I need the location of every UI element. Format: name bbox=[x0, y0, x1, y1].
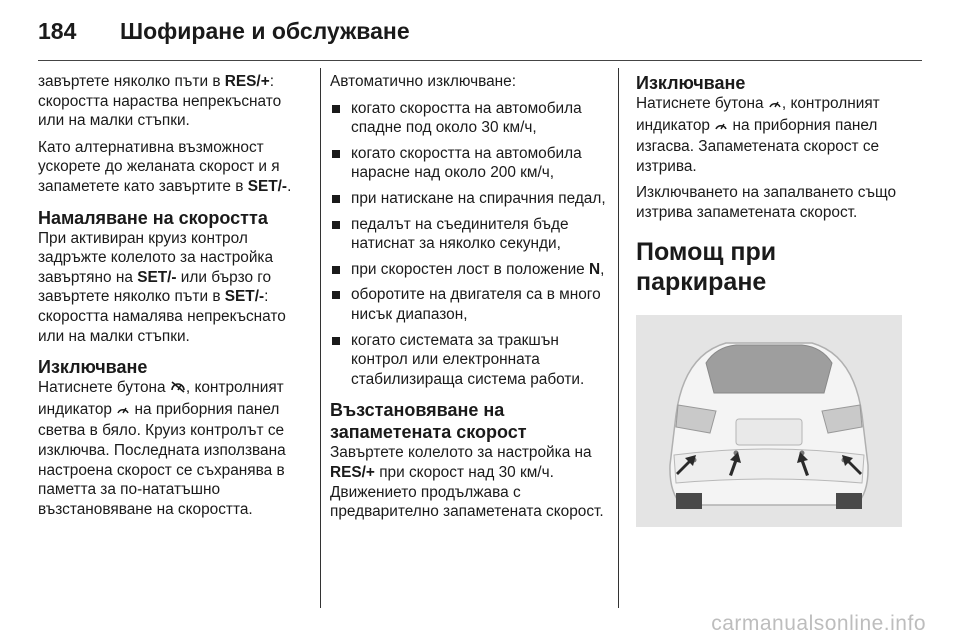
paragraph-restore-speed: Завъртете колелото за настройка на RES/+ при скорост над 30 км/ч. Движението продължава с предварително запаметената скорост. bbox=[330, 444, 604, 521]
bullet-icon bbox=[332, 195, 340, 203]
paragraph-ignition-off: Изключването на запалването също изтрива запаметената скорост. bbox=[636, 184, 897, 221]
list-item: при натискане на спирачния педал, bbox=[330, 189, 606, 209]
heading-deactivate: Изключване bbox=[38, 357, 148, 378]
paragraph-increase: завъртете няколко пъти в RES/+: скоростта нараства непрекъснато или на малки стъпки. bbox=[38, 73, 282, 130]
bullet-icon bbox=[332, 150, 340, 158]
parking-sensors-car-image bbox=[636, 315, 902, 527]
page-header bbox=[38, 14, 922, 54]
watermark: carmanualsonline.info bbox=[711, 612, 926, 635]
page-number: 184 bbox=[38, 18, 77, 44]
heading-switch-off: Изключване bbox=[636, 73, 746, 93]
cruise-button-icon bbox=[768, 96, 782, 116]
auto-off-intro: Автоматично изключване: bbox=[330, 73, 517, 90]
list-item: когато скоростта на автомобила спадне под около 30 км/ч, bbox=[330, 99, 606, 138]
bullet-icon bbox=[332, 221, 340, 229]
list-item: оборотите на двигателя са в много нисък диапазон, bbox=[330, 285, 606, 324]
page-title: Шофиране и обслужване bbox=[120, 18, 410, 44]
heading-parking-assist: Помощ при паркиране bbox=[636, 237, 777, 296]
list-item: при скоростен лост в положение N, bbox=[330, 260, 606, 280]
paragraph-deactivate: Натиснете бутона , контролният индикатор на приборния панел светва в бяло. Круиз контролът се изключва. Последната използвана настроена скорост се съхранява в паметта за по-нататъшно възстановяване на скоростта. bbox=[38, 379, 286, 518]
paragraph-reduce-speed: При активиран круиз контрол задръжте колелото за настройка завъртяно на SET/- или бързо го завъртете няколко пъти в SET/-: скоростта намалява непрекъснато или на малки стъпки. bbox=[38, 229, 286, 345]
column-2 bbox=[330, 72, 606, 529]
bullet-icon bbox=[332, 337, 340, 345]
heading-reduce-speed: Намаляване на скоростта bbox=[38, 207, 268, 228]
list-item: педалът на съединителя бъде натиснат за няколко секунди, bbox=[330, 215, 606, 254]
header-divider bbox=[38, 60, 922, 61]
column-divider-1 bbox=[320, 68, 321, 608]
column-3 bbox=[636, 72, 902, 527]
heading-restore-speed: Възстановяване на запаметената скорост bbox=[330, 400, 527, 443]
cruise-off-button-icon bbox=[170, 380, 186, 400]
cruise-indicator-icon bbox=[116, 402, 130, 422]
column-divider-2 bbox=[618, 68, 619, 608]
auto-off-list bbox=[330, 99, 606, 390]
paragraph-switch-off: Натиснете бутона , контролният индикатор на приборния панел изгасва. Запаметената скорост се изтрива. bbox=[636, 95, 880, 175]
bullet-icon bbox=[332, 266, 340, 274]
paragraph-alternative: Като алтернативна възможност ускорете до желаната скорост и я запаметете като завъртите в SET/-. bbox=[38, 138, 292, 195]
car-rear-illustration bbox=[636, 315, 902, 527]
column-1 bbox=[38, 72, 308, 526]
bullet-icon bbox=[332, 105, 340, 113]
list-item: когато скоростта на автомобила нарасне над около 200 км/ч, bbox=[330, 144, 606, 183]
bullet-icon bbox=[332, 291, 340, 299]
list-item: когато системата за тракшън контрол или електронната стабилизираща система работи. bbox=[330, 331, 606, 390]
cruise-indicator-icon bbox=[714, 118, 728, 138]
